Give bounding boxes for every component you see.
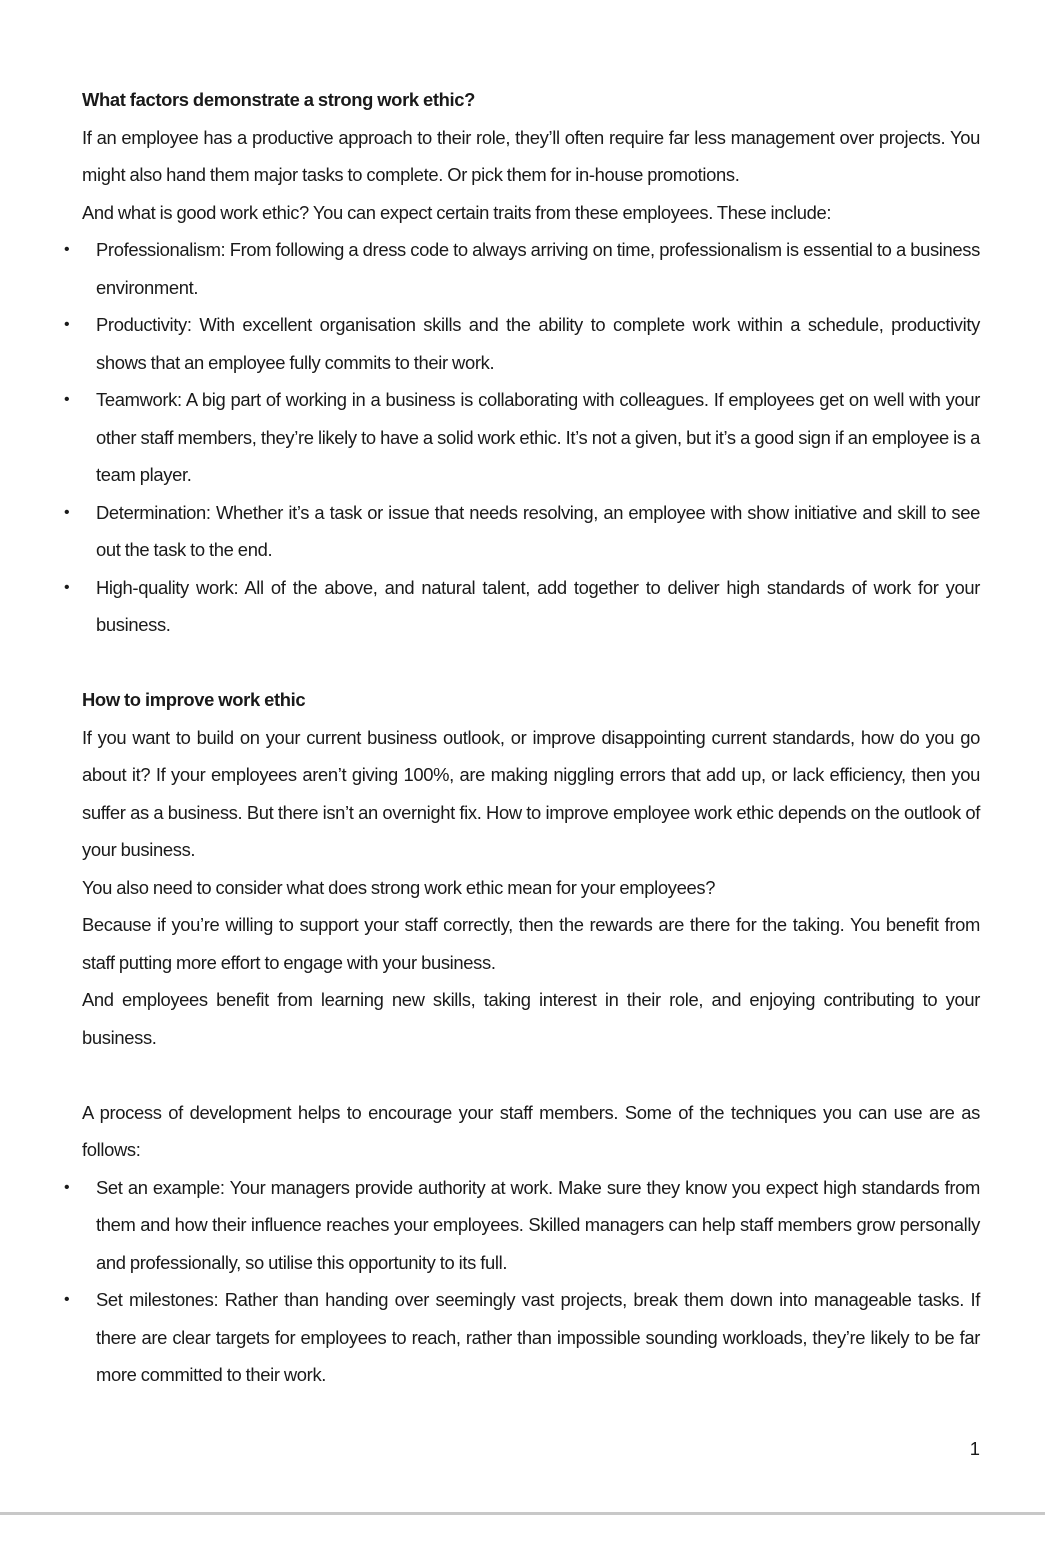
- list-item-text: Professionalism: From following a dress code to always arriving on time, professionalism is essential to a business environment.: [96, 239, 980, 298]
- list-item: [64, 306, 980, 381]
- spacer: [82, 644, 980, 682]
- paragraph: A process of development helps to encourage your staff members. Some of the techniques you can use are as follows:: [82, 1101, 980, 1160]
- spacer: [82, 1056, 980, 1094]
- list-item: [64, 1169, 980, 1282]
- paragraph: If an employee has a productive approach to their role, they’ll often require far less management over projects. You might also hand them major tasks to complete. Or pick them for in-house promotions.: [82, 126, 980, 185]
- document-body: [64, 81, 980, 1394]
- bullet-list: [64, 1169, 980, 1394]
- bullet-list: [64, 231, 980, 644]
- bullet-icon: •: [64, 1291, 70, 1308]
- bullet-icon: •: [64, 1178, 70, 1196]
- list-item: [64, 1281, 980, 1394]
- list-item-text: Teamwork: A big part of working in a business is collaborating with colleagues. If employees get on well with your other staff members, they’re likely to have a solid work ethic. It’s not a given, but it’s a good sign if an employee is a team player.: [96, 389, 980, 485]
- bullet-icon: •: [64, 578, 70, 596]
- bullet-icon: •: [64, 503, 70, 521]
- list-item-text: High-quality work: All of the above, and natural talent, add together to deliver high standards of work for your business.: [96, 576, 980, 635]
- list-item: [64, 381, 980, 494]
- bullet-icon: •: [64, 391, 70, 408]
- section-heading: How to improve work ethic: [82, 689, 306, 710]
- list-item-text: Set an example: Your managers provide authority at work. Make sure they know you expect high standards from them and how their influence reaches your employees. Skilled managers can help staff members grow personally and professionally, so utilise this opportunity to its full.: [96, 1176, 980, 1273]
- list-item-text: Determination: Whether it’s a task or issue that needs resolving, an employee with show initiative and skill to see out the task to the end.: [96, 501, 980, 560]
- paragraph: And employees benefit from learning new skills, taking interest in their role, and enjoying contributing to your business.: [82, 989, 980, 1048]
- section-heading: What factors demonstrate a strong work ethic?: [82, 89, 476, 110]
- list-item: [64, 494, 980, 569]
- list-item: [64, 231, 980, 306]
- paragraph: If you want to build on your current business outlook, or improve disappointing current standards, how do you go about it? If your employees aren’t giving 100%, are making niggling errors that add up, or lack efficiency, then you suffer as a business. But there isn’t an overnight fix. How to improve employee work ethic depends on the outlook of your business.: [82, 726, 980, 860]
- paragraph: Because if you’re willing to support your staff correctly, then the rewards are there for the taking. You benefit from staff putting more effort to engage with your business.: [82, 914, 980, 973]
- list-item-text: Set milestones: Rather than handing over seemingly vast projects, break them down into manageable tasks. If there are clear targets for employees to reach, rather than impossible sounding workloads, they’re likely to be far more committed to their work.: [96, 1289, 980, 1385]
- bullet-icon: •: [64, 241, 70, 258]
- list-item-text: Productivity: With excellent organisation skills and the ability to complete work within a schedule, productivity shows that an employee fully commits to their work.: [96, 314, 980, 373]
- paragraph: You also need to consider what does strong work ethic mean for your employees?: [82, 876, 716, 898]
- list-item: [64, 569, 980, 644]
- page-bottom-divider: [0, 1512, 1045, 1515]
- paragraph: And what is good work ethic? You can expect certain traits from these employees. These include:: [82, 201, 832, 223]
- bullet-icon: •: [64, 316, 70, 333]
- page-number: 1: [969, 1438, 980, 1459]
